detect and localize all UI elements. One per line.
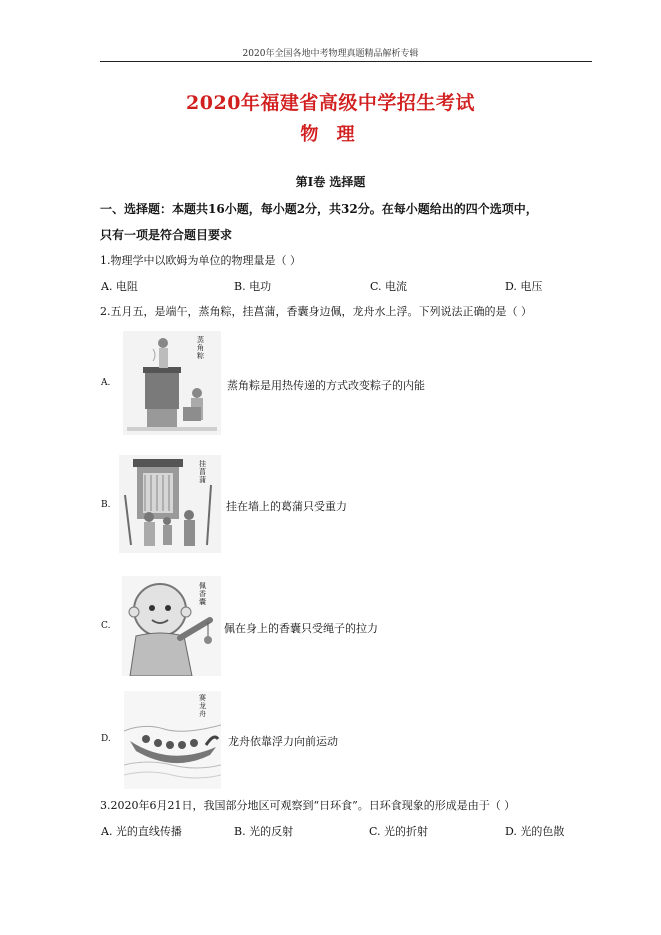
question-3-stem: 3.2020年6月21日，我国部分地区可观察到“日环食”。日环食现象的形成是由于（ ） — [100, 799, 516, 812]
page-header: 2020年全国各地中考物理真题精品解析专辑 — [242, 49, 419, 59]
q2-option-b-caption: 挂菖蒲 — [199, 460, 206, 484]
q2-option-b-text: 挂在墙上的葛蒲只受重力 — [226, 500, 347, 513]
q2-option-c-label: C. — [101, 621, 111, 631]
q2-option-d-text: 龙舟依靠浮力向前运动 — [228, 735, 338, 748]
steaming-zongzi-illustration — [123, 331, 221, 435]
q2-option-d-label: D. — [101, 734, 111, 744]
exam-title: 2020年福建省高级中学招生考试 — [186, 92, 475, 114]
question-2-stem: 2.五月五，是端午，蒸角粽，挂菖蒲，香囊身边佩，龙舟水上浮。下列说法正确的是（ ） — [100, 305, 532, 318]
instructions-line-1: 一、选择题：本题共16小题，每小题2分，共32分。在每小题给出的四个选项中， — [100, 202, 538, 216]
q2-option-b-label: B. — [101, 500, 111, 510]
q3-option-d: D. 光的色散 — [505, 825, 565, 838]
q2-option-c-text: 佩在身上的香囊只受绳子的拉力 — [224, 622, 378, 635]
question-1-stem: 1.物理学中以欧姆为单位的物理量是（ ） — [100, 254, 301, 267]
q2-option-d-caption: 赛龙舟 — [199, 694, 206, 718]
q2-option-a-text: 蒸角粽是用热传递的方式改变粽子的内能 — [227, 379, 425, 392]
q3-option-b: B. 光的反射 — [234, 825, 294, 838]
q1-option-d: D. 电压 — [505, 280, 543, 293]
header-divider — [100, 61, 592, 62]
q3-option-c: C. 光的折射 — [369, 825, 429, 838]
q1-option-c: C. 电流 — [370, 280, 408, 293]
q3-option-a: A. 光的直线传播 — [101, 825, 182, 838]
subject-title: 物 理 — [300, 124, 361, 145]
q1-option-a: A. 电阻 — [101, 280, 138, 293]
instructions-line-2: 只有一项是符合题目要求 — [100, 228, 233, 242]
section-heading: 第I卷 选择题 — [295, 175, 366, 189]
q2-option-a-label: A. — [101, 378, 111, 388]
q2-option-c-caption: 佩香囊 — [199, 582, 206, 606]
q1-option-b: B. 电功 — [234, 280, 272, 293]
q2-option-a-caption: 蒸角粽 — [197, 336, 204, 360]
